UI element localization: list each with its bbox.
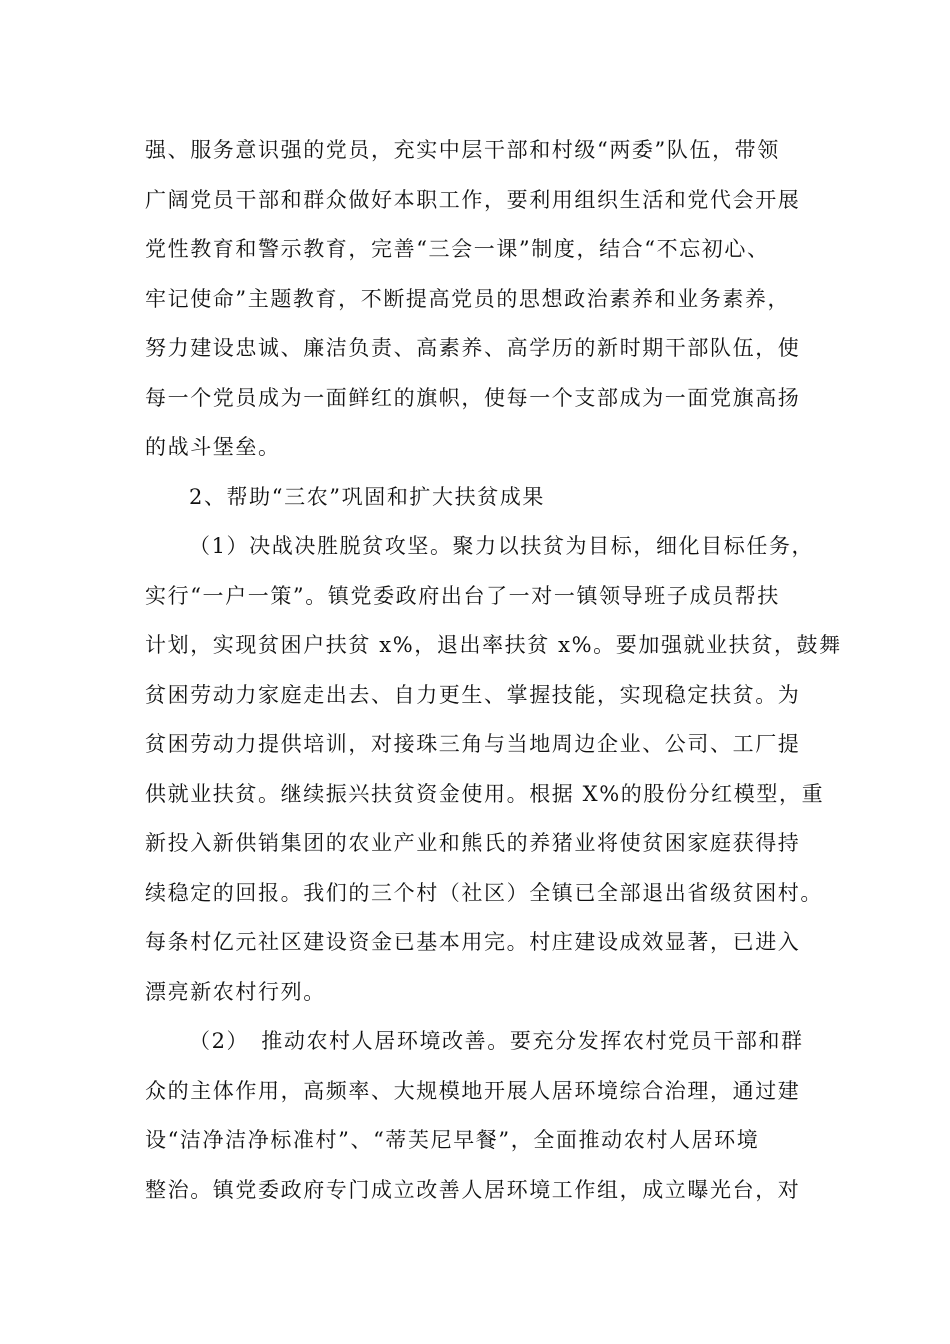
text-line: 计划，实现贫困户扶贫 x%，退出率扶贫 x%。要加强就业扶贫，鼓舞 bbox=[145, 633, 842, 657]
text-line: 党性教育和警示教育，完善“三会一课”制度，结合“不忘初心、 bbox=[145, 237, 770, 261]
text-line: 续稳定的回报。我们的三个村（社区）全镇已全部退出省级贫困村。 bbox=[145, 880, 823, 905]
paragraph-living-environment bbox=[145, 1017, 825, 1215]
text-line: 设“洁净洁净标准村”、“蒂芙尼早餐”，全面推动农村人居环境 bbox=[145, 1128, 760, 1152]
text-line: （1）决战决胜脱贫攻坚。聚力以扶贫为目标，细化目标任务， bbox=[189, 534, 815, 558]
text-line: 贫困劳动力家庭走出去、自力更生、掌握技能，实现稳定扶贫。为 bbox=[145, 682, 801, 707]
text-line: 漂亮新农村行列。 bbox=[145, 979, 326, 1004]
section-heading-text: 2、帮助“三农”巩固和扩大扶贫成果 bbox=[189, 484, 546, 509]
paragraph-poverty-alleviation bbox=[145, 522, 842, 1017]
text-line: （2） 推动农村人居环境改善。要充分发挥农村党员干部和群 bbox=[189, 1029, 804, 1053]
text-line: 牢记使命”主题教育，不断提高党员的思想政治素养和业务素养， bbox=[145, 286, 791, 311]
text-line: 新投入新供销集团的农业产业和熊氏的养猪业将使贫困家庭获得持 bbox=[145, 831, 801, 855]
text-line: 强、服务意识强的党员，充实中层干部和村级“两委”队伍，带领 bbox=[145, 138, 780, 162]
text-line: 每一个党员成为一面鲜红的旗帜，使每一个支部成为一面党旗高扬 bbox=[145, 385, 801, 410]
text-line: 努力建设忠诚、廉洁负责、高素养、高学历的新时期干部队伍，使 bbox=[145, 336, 801, 360]
text-line: 的战斗堡垒。 bbox=[145, 435, 281, 459]
text-line: 广阔党员干部和群众做好本职工作，要利用组织生活和党代会开展 bbox=[145, 187, 801, 212]
text-line: 每条村亿元社区建设资金已基本用完。村庄建设成效显著，已进入 bbox=[145, 930, 801, 954]
text-line: 实行“一户一策”。镇党委政府出台了一对一镇领导班子成员帮扶 bbox=[145, 583, 780, 608]
text-line: 众的主体作用，高频率、大规模地开展人居环境综合治理，通过建 bbox=[145, 1078, 801, 1103]
text-line: 整治。镇党委政府专门成立改善人居环境工作组，成立曝光台，对 bbox=[145, 1177, 801, 1202]
text-line: 贫困劳动力提供培训，对接珠三角与当地周边企业、公司、工厂提 bbox=[145, 732, 801, 756]
paragraph-party-building bbox=[145, 126, 825, 473]
text-line: 供就业扶贫。继续振兴扶贫资金使用。根据 X%的股份分红模型，重 bbox=[145, 781, 825, 806]
document-body bbox=[145, 126, 842, 1215]
section-heading bbox=[145, 473, 825, 523]
